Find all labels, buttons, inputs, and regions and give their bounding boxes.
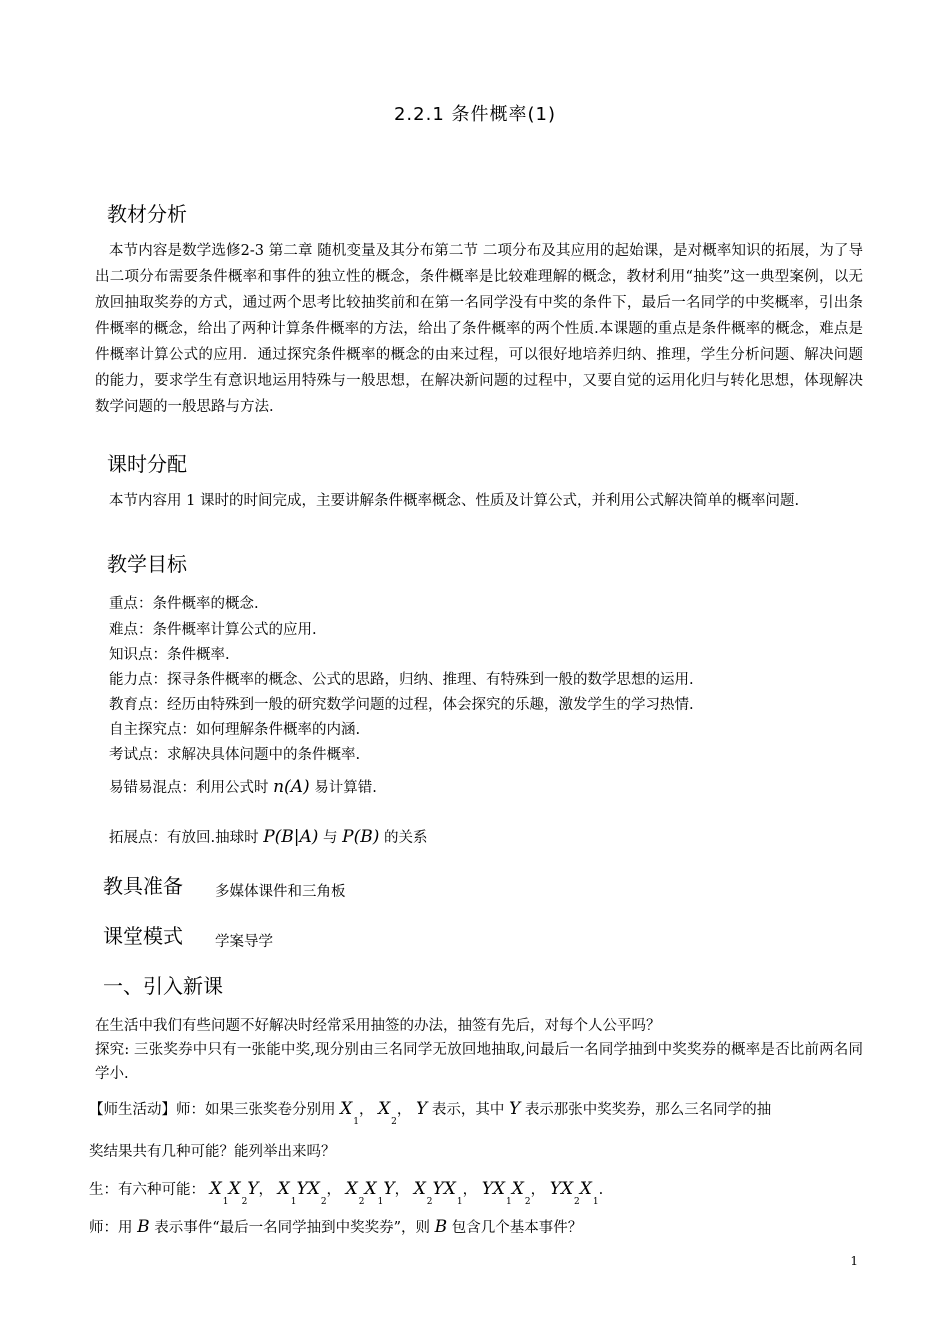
outcome: $X_1YX_2$: [277, 1179, 327, 1207]
goal-item: 考试点：求解决具体问题中的条件概率.: [109, 747, 361, 763]
activity-suffix: 表示那张中奖奖券，那么三名同学的抽: [524, 1102, 772, 1118]
outcome: $X_2YX_1$: [413, 1179, 463, 1207]
formula-PB: P(B): [342, 827, 380, 847]
activity-line-2: 奖结果共有几种可能？能列举出来吗？: [89, 1144, 336, 1160]
formula-nA: n(A): [273, 777, 310, 797]
activity-prefix: 【师生活动】师：如果三张奖卷分别用: [89, 1102, 336, 1118]
intro-explore: 探究: 三张奖券中只有一张能中奖,现分别由三名同学无放回地抽取,问最后一名同学抽到中奖奖券的概率是否比前两名同学小.: [95, 1042, 863, 1082]
heading-tools: 教具准备: [103, 874, 183, 898]
student-prefix: 生：有六种可能：: [89, 1182, 205, 1198]
heading-mode: 课堂模式: [103, 924, 183, 948]
analysis-text: 本节内容是数学选修2-3 第二章 随机变量及其分布第二节 二项分布及其应用的起始课，是对概率知识的拓展，为了导出二项分布需要条件概率和事件的独立性的概念，条件概率是比较难理解的概念，教材利用“抽奖”这一典型案例，以无放回抽取奖券的方式，通过两个思考比较抽奖前和在第一名同学没有中奖的条件下，最后一名同学的中奖概率，引出条件概率的概念，给出了两种计算条件概率的方法，给出了条件概率的两个性质.本课题的重点是条件概率的概念，难点是件概率计算公式的应用．通过探究条件概率的概念的由来过程，可以很好地培养归纳、推理，学生分析问题、解决问题的能力，要求学生有意识地运用特殊与一般思想，在解决新问题的过程中，又要自觉的运用化归与转化思想，体现解决数学问题的一般思路与方法.: [95, 243, 863, 415]
outcome: $X_2X_1Y$: [345, 1179, 395, 1207]
page-number: 1: [850, 1254, 858, 1268]
var-B-ref: B: [434, 1217, 448, 1237]
outcome: $YX_1X_2$: [481, 1179, 531, 1207]
var-X1: $X_1$: [340, 1099, 359, 1127]
var-Y: Y: [416, 1099, 428, 1119]
hours-text: 本节内容用 1 课时的时间完成，主要讲解条件概率概念、性质及计算公式，并利用公式解决简单的概率问题.: [109, 493, 800, 509]
student-answer: 生：有六种可能： $X_1X_2Y$， $X_1YX_2$， $X_2X_1Y$， $X_2YX_1$， $YX_1X_2$， $YX_2X_1$.: [89, 1179, 604, 1207]
heading-intro: 一、引入新课: [103, 974, 223, 998]
goal-item: 教育点：经历由特殊到一般的研究数学问题的过程，体会探究的乐趣，激发学生的学习热情.: [109, 697, 694, 713]
extend-prefix: 拓展点：有放回.抽球时: [109, 830, 259, 846]
outcome: $YX_2X_1$: [549, 1179, 599, 1207]
extend-mid: 与: [323, 830, 338, 846]
heading-analysis: 教材分析: [107, 202, 187, 226]
heading-hours: 课时分配: [107, 452, 187, 476]
var-Y-ref: Y: [508, 1099, 521, 1119]
goal-extend: [109, 826, 427, 847]
var-B: B: [137, 1217, 150, 1237]
outcome: $X_1X_2Y$: [209, 1179, 259, 1207]
page-title: 2.2.1 条件概率(1): [393, 104, 557, 125]
analysis-paragraph: [95, 238, 863, 420]
activity-vars: 表示，其中: [431, 1102, 505, 1118]
tools-text: 多媒体课件和三角板: [215, 884, 346, 900]
mistake-prefix: 易错易混点：利用公式时: [109, 780, 269, 796]
var-X2: $X_2$: [378, 1099, 397, 1127]
activity-line: 【师生活动】师：如果三张奖卷分别用 $X_1$， $X_2$， Y 表示，其中 Y 表示那张中奖奖券，那么三名同学的抽: [89, 1099, 772, 1127]
intro-paragraph: [95, 1014, 863, 1086]
goal-item: 能力点：探寻条件概率的概念、公式的思路，归纳、推理、有特殊到一般的数学思想的运用.: [109, 672, 694, 688]
mistake-suffix: 易计算错.: [314, 780, 377, 796]
goal-mistake: [109, 776, 377, 797]
extend-suffix: 的关系: [383, 830, 428, 846]
mode-text: 学案导学: [215, 934, 273, 950]
heading-goals: 教学目标: [107, 552, 187, 576]
formula-PBgivenA: P(B|A): [263, 827, 319, 847]
goal-item: 难点：条件概率计算公式的应用.: [109, 622, 317, 638]
goal-item: 自主探究点：如何理解条件概率的内涵.: [109, 722, 361, 738]
goal-item: 重点：条件概率的概念.: [109, 596, 259, 612]
teacher-prefix: 师：用: [89, 1220, 133, 1236]
goal-item: 知识点：条件概率.: [109, 647, 230, 663]
intro-question: 在生活中我们有些问题不好解决时经常采用抽签的办法，抽签有先后，对每个人公平吗？: [95, 1018, 661, 1034]
teacher-mid: 表示事件“最后一名同学抽到中奖奖券”，则: [154, 1220, 431, 1236]
hours-paragraph: [95, 488, 863, 514]
teacher-question: [89, 1216, 582, 1237]
teacher-suffix: 包含几个基本事件？: [451, 1220, 583, 1236]
